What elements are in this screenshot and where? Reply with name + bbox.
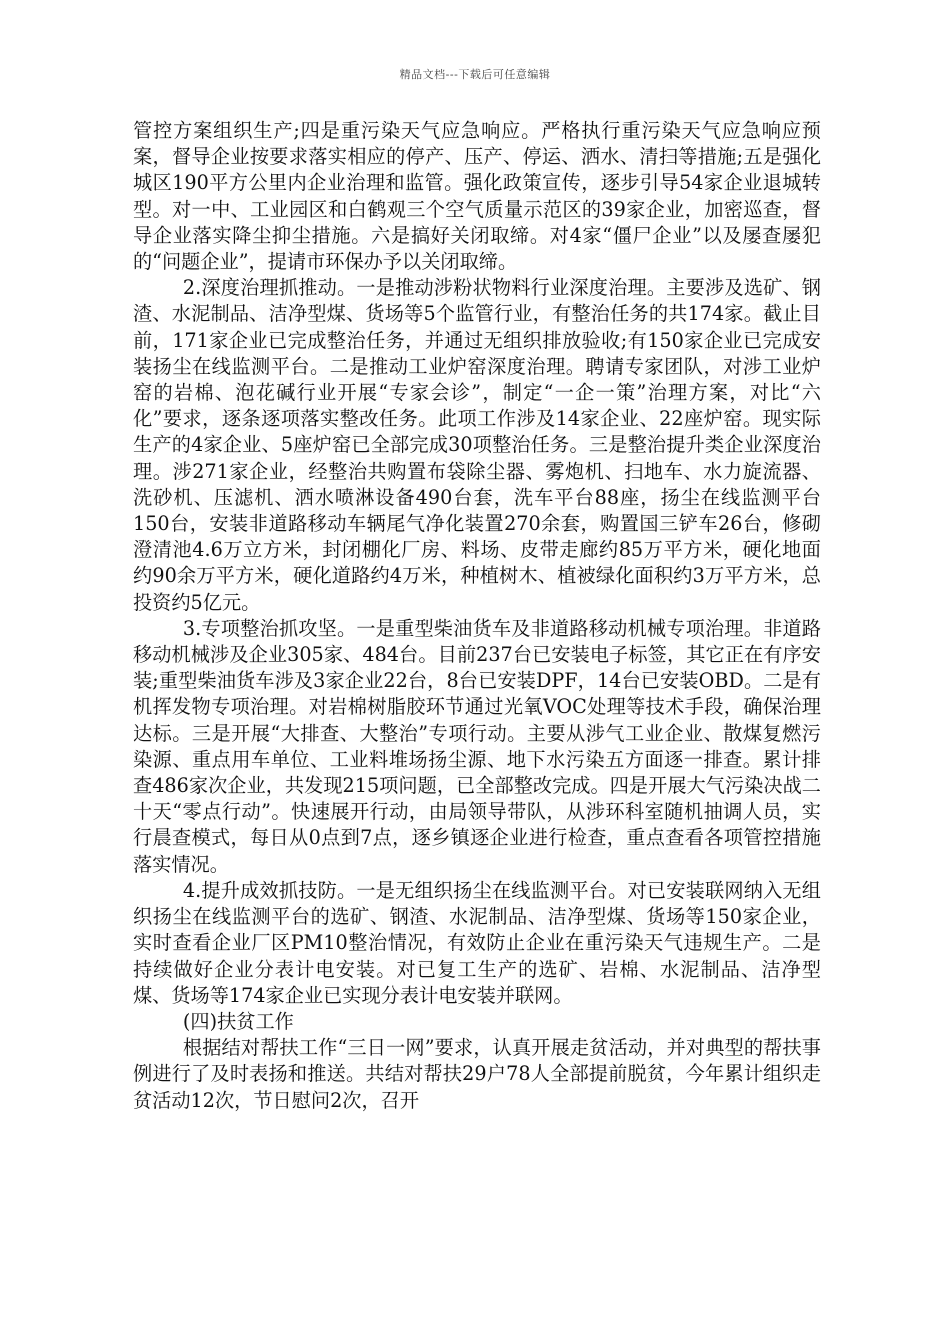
paragraph-5: 根据结对帮扶工作“三日一网”要求，认真开展走贫活动，并对典型的帮扶事例进行了及时表扬和推送。共结对帮扶29户78人全部提前脱贫，今年累计组织走贫活动12次，节日慰问2次，召开: [133, 1036, 821, 1112]
document-body: [133, 118, 821, 1114]
paragraph-2: 2.深度治理抓推动。一是推动涉粉状物料行业深度治理。主要涉及选矿、钢渣、水泥制品、洁净型煤、货场等5个监管行业，有整治任务的共174家。截止目前，171家企业已完成整治任务，并通过无组织排放验收;有150家企业已完成安装扬尘在线监测平台。二是推动工业炉窑深度治理。聘请专家团队，对涉工业炉窑的岩棉、泡花碱行业开展“专家会诊”，制定“一企一策”治理方案，对比“六化”要求，逐条逐项落实整改任务。此项工作涉及14家企业、22座炉窑。现实际生产的4家企业、5座炉窑已全部完成30项整治任务。三是整治提升类企业深度治理。涉271家企业，经整治共购置布袋除尘器、雾炮机、扫地车、水力旋流器、洗砂机、压滤机、洒水喷淋设备490台套，洗车平台88座，扬尘在线监测平台150台，安装非道路移动车辆尾气净化装置270余套，购置国三铲车26台，修砌澄清池4.6万立方米，封闭棚化厂房、料场、皮带走廊约85万平方米，硬化地面约90余万平方米，硬化道路约4万米，种植树木、植被绿化面积约3万平方米，总投资约5亿元。: [133, 276, 821, 614]
paragraph-3: 3.专项整治抓攻坚。一是重型柴油货车及非道路移动机械专项治理。非道路移动机械涉及企业305家、484台。目前237台已安装电子标签，其它正在有序安装;重型柴油货车涉及3家企业22台，8台已安装DPF，14台已安装OBD。二是有机挥发物专项治理。对岩棉树脂胶环节通过光氧VOC处理等技术手段，确保治理达标。三是开展“大排查、大整治”专项行动。主要从涉气工业企业、散煤复燃污染源、重点用车单位、工业料堆场扬尘源、地下水污染五方面逐一排查。累计排查486家次企业，共发现215项问题，已全部整改完成。四是开展大气污染决战二十天“零点行动”。快速展开行动，由局领导带队，从涉环科室随机抽调人员，实行晨查模式，每日从0点到7点，逐乡镇逐企业进行检查，重点查看各项管控措施落实情况。: [133, 616, 821, 876]
paragraph-4: 4.提升成效抓技防。一是无组织扬尘在线监测平台。对已安装联网纳入无组织扬尘在线监测平台的选矿、钢渣、水泥制品、洁净型煤、货场等150家企业，实时查看企业厂区PM10整治情况，有效防止企业在重污染天气违规生产。二是持续做好企业分表计电安装。对已复工生产的选矿、岩棉、水泥制品、洁净型煤、货场等174家企业已实现分表计电安装并联网。: [133, 878, 821, 1007]
page-header: 精品文档---下载后可任意编辑: [399, 68, 551, 81]
paragraph-1: 管控方案组织生产;四是重污染天气应急响应。严格执行重污染天气应急响应预案，督导企业按要求落实相应的停产、压产、停运、洒水、清扫等措施;五是强化城区190平方公里内企业治理和监管。强化政策宣传，逐步引导54家企业退城转型。对一中、工业园区和白鹤观三个空气质量示范区的39家企业，加密巡查，督导企业落实降尘抑尘措施。六是搞好关闭取缔。对4家“僵尸企业”以及屡查屡犯的“问题企业”，提请市环保办予以关闭取缔。: [133, 119, 821, 274]
section-heading: (四)扶贫工作: [182, 1009, 294, 1033]
